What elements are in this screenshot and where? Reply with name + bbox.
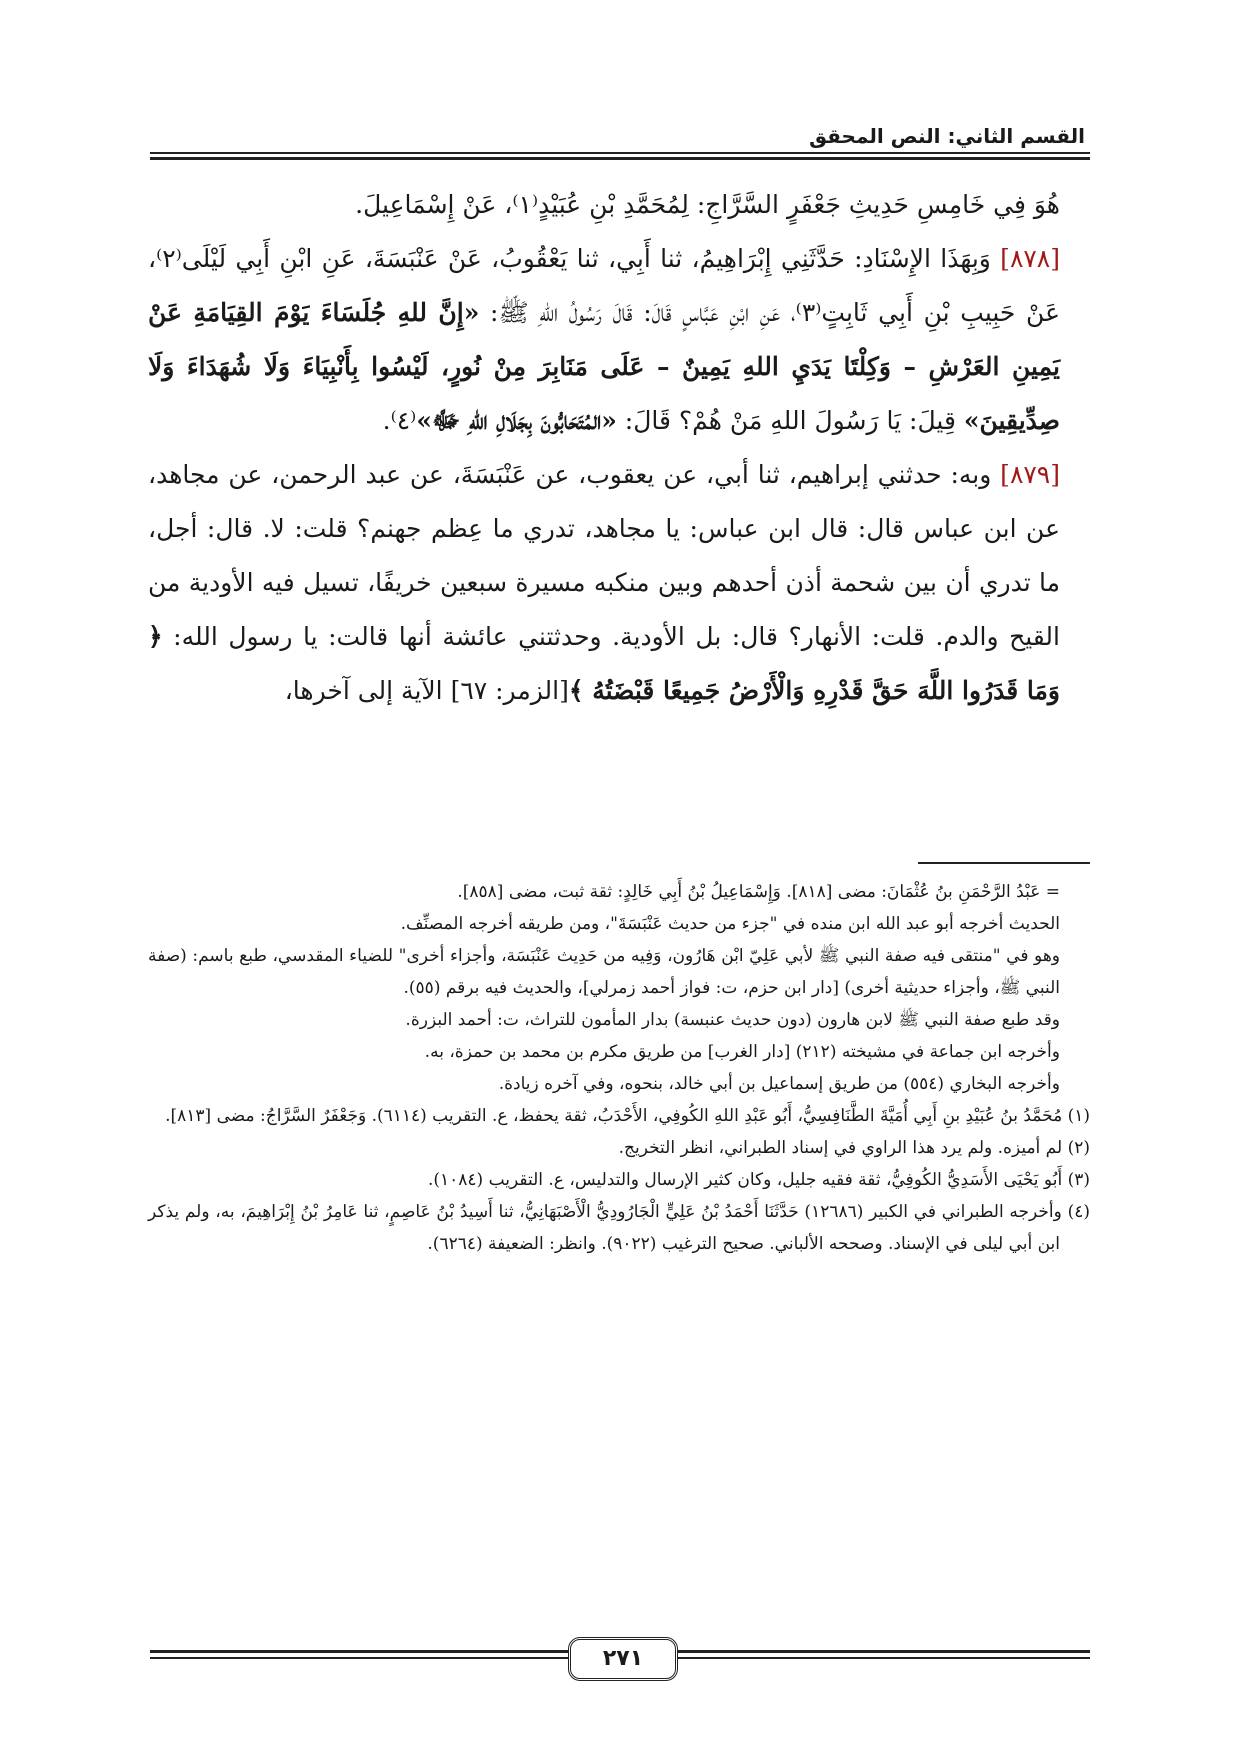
- footnote-1: (١) مُحَمَّدُ بنُ عُبَيْدِ بنِ أَبِي أُمَيَّةَ الطَّنَافِسِيُّ، أَبُو عَبْدِ اللهِ الكُوفِي، الأَحْدَبُ، ثقة يحفظ، ع. التقريب (٦١١٤). وَجَعْفَرٌ السَّرَّاجُ: مضى [٨١٣].: [165, 1106, 1090, 1126]
- footnote-continued: = عَبْدُ الرَّحْمَنِ بنُ عُثْمَانَ: مضى [٨١٨]. وَإِسْمَاعِيلُ بْنُ أَبِي خَالِدٍ: ثقة ثبت، مضى [٨٥٨].: [457, 882, 1060, 902]
- footnote-continued: وأخرجه البخاري (٥٥٤) من طريق إسماعيل بن أبي خالد، بنحوه، وفي آخره زيادة.: [498, 1074, 1060, 1094]
- footnote-continued: وقد طبع صفة النبي ﷺ لابن هارون (دون حديث عنبسة) بدار المأمون للتراث، ت: أحمد البزرة.: [405, 1010, 1060, 1030]
- page-number: ٢٧١: [568, 1637, 678, 1681]
- footnotes: [148, 876, 1090, 1260]
- footnote-continued: وهو في "منتقى فيه صفة النبي ﷺ لأبي عَلِيّ ابْن هَارُون، وَفِيه من حَدِيث عَنْبَسَة، وأجزاء أخرى" للضياء المقدسي، طبع باسم: (صفة النبي ﷺ، وأجزاء حديثية أخرى) [دار ابن حزم، ت: فواز أحمد زمرلي]، والحديث فيه برقم (٥٥).: [148, 946, 1060, 998]
- footnote-2: (٢) لم أميزه. ولم يرد هذا الراوي في إسناد الطبراني، انظر التخريج.: [618, 1138, 1090, 1158]
- hadith-878-isnad: وَبِهَذَا الإِسْنَادِ: حَدَّثَنِي إِبْرَاهِيمُ، ثنا أَبِي، ثنا يَعْقُوبُ، عَنْ عَنْبَسَةَ، عَنِ ابْنِ أَبِي لَيْلَى⁽٢⁾، عَنْ حَبِيبِ بْنِ أَبِي ثَابِتٍ⁽٣⁾، عَنِ ابْنِ عَبَّاسٍ قَالَ: قَالَ رَسُولُ اللهِ ﷺ:: [148, 244, 1060, 327]
- quran-reference: [الزمر: ٦٧] الآية إلى آخرها،: [284, 676, 569, 705]
- running-header: القسم الثاني: النص المحقق: [809, 124, 1085, 148]
- footnote-3: (٣) أَبُو يَحْيَى الأَسَدِيُّ الكُوفِيُّ، ثقة فقيه جليل، وكان كثير الإرسال والتدليس، ع. التقريب (١٠٨٤).: [427, 1170, 1090, 1190]
- footnote-continued: الحديث أخرجه أبو عبد الله ابن منده في "جزء من حديث عَنْبَسَةَ"، ومن طريقه أخرجه المصنِّف.: [400, 914, 1060, 934]
- footnote-ref-4: ⁽٤⁾.: [382, 406, 417, 435]
- header-rule-thick: [150, 157, 1090, 160]
- header-rule-thin: [150, 152, 1090, 154]
- paragraph-hadith-878: [148, 232, 1090, 448]
- hadith-878-answer: «المُتَحَابُّونَ بِجَلَالِ اللهِ ﷻ»: [416, 406, 617, 435]
- footnote-separator: [918, 862, 1090, 864]
- footnote-continued: وأخرجه ابن جماعة في مشيخته (٢١٢) [دار الغرب] من طريق مكرم بن محمد بن حمزة، به.: [424, 1042, 1060, 1062]
- hadith-878-matn: «إِنَّ للهِ جُلَسَاءَ يَوْمَ القِيَامَةِ عَنْ يَمِينِ العَرْشِ – وَكِلْتَا يَدَيِ اللهِ يَمِينٌ – عَلَى مَنَابِرَ مِنْ نُورٍ، لَيْسُوا بِأَنْبِيَاءَ وَلَا شُهَدَاءَ وَلَا صِدِّيقِينَ»: [148, 298, 1060, 435]
- hadith-878-question: قِيلَ: يَا رَسُولَ اللهِ مَنْ هُمْ؟ قَالَ:: [616, 406, 964, 435]
- quran-verse: ﴿ وَمَا قَدَرُوا اللَّهَ حَقَّ قَدْرِهِ وَالْأَرْضُ جَمِيعًا قَبْضَتُهُ ﴾: [148, 622, 1060, 705]
- hadith-number-879: [٨٧٩]: [1000, 460, 1060, 489]
- main-text: [148, 178, 1090, 718]
- footnote-4: (٤) وأخرجه الطبراني في الكبير (١٢٦٨٦) حَدَّثَنَا أَحْمَدُ بْنُ عَلِيٍّ الْجَارُودِيُّ الْأَصْبَهَانِيُّ، ثنا أَسِيدُ بْنُ عَاصِمٍ، ثنا عَامِرُ بْنُ إِبْرَاهِيمَ، به، ولم يذكر ابن أبي ليلى في الإسناد. وصححه الألباني. صحيح الترغيب (٩٠٢٢). وانظر: الضعيفة (٦٢٦٤).: [148, 1202, 1090, 1254]
- paragraph-intro: هُوَ فِي خَامِسِ حَدِيثِ جَعْفَرٍ السَّرَّاجِ: لِمُحَمَّدِ بْنِ عُبَيْدٍ⁽١⁾، عَنْ إِسْمَاعِيلَ.: [355, 190, 1060, 219]
- paragraph-hadith-879: [148, 448, 1090, 718]
- hadith-879-text: وبه: حدثني إبراهيم، ثنا أبي، عن يعقوب، عن عَنْبَسَةَ، عن عبد الرحمن، عن مجاهد، عن ابن عباس قال: قال ابن عباس: يا مجاهد، تدري ما عِظم جهنم؟ قلت: لا. قال: أجل، ما تدري أن بين شحمة أذن أحدهم وبين منكبه مسيرة سبعين خريفًا، تسيل فيه الأودية من القيح والدم. قلت: الأنهار؟ قال: بل الأودية. وحدثتني عائشة أنها قالت: يا رسول الله:: [148, 460, 1060, 651]
- hadith-number-878: [٨٧٨]: [1000, 244, 1060, 273]
